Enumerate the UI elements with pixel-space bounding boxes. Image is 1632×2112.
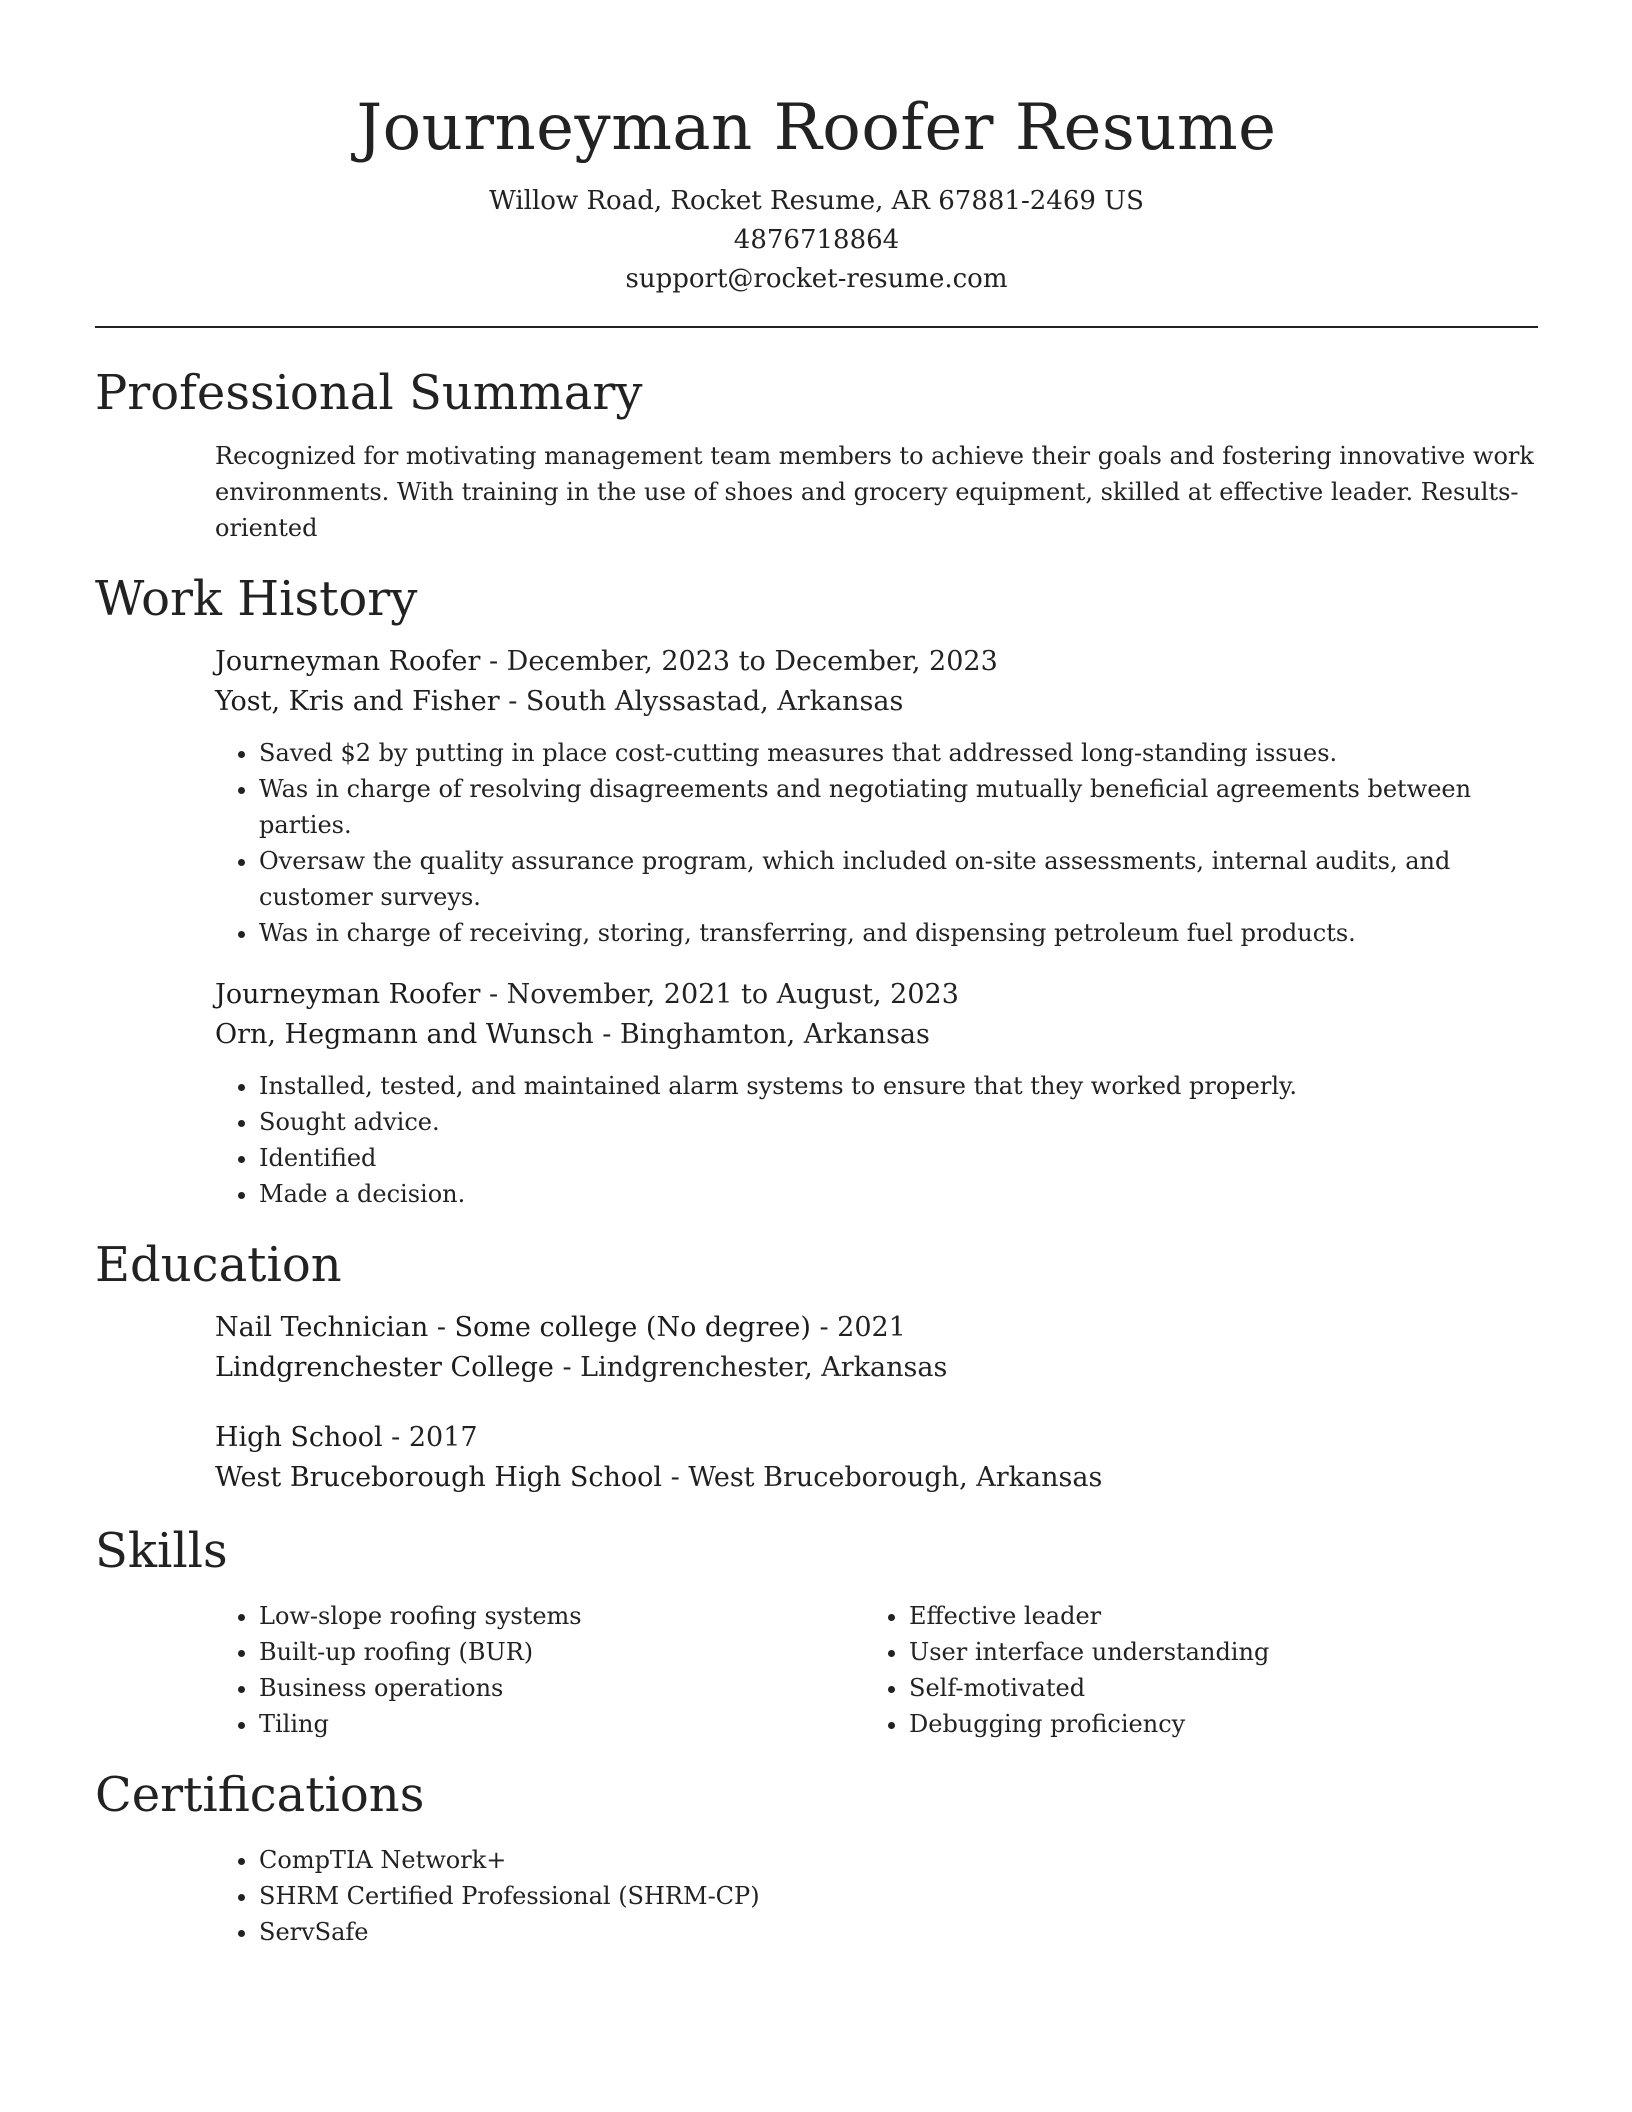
list-item: • Saved $2 by putting in place cost-cutting measures that addressed long-standing issues. (259, 735, 1538, 771)
job-bullets (215, 1068, 1538, 1212)
job-company-line (215, 682, 1538, 722)
job-company: Yost, Kris and Fisher (215, 686, 500, 717)
education-school: West Bruceborough High School (215, 1462, 662, 1493)
job-company-line (215, 1015, 1538, 1055)
list-item: • Oversaw the quality assurance program, which included on-site assessments, internal audits, and customer surveys. (259, 843, 1538, 915)
skills-list-left (215, 1598, 865, 1742)
list-item: • Sought advice. (259, 1104, 1538, 1140)
education-year: - 2017 (382, 1422, 478, 1453)
skills-heading: Skills (95, 1523, 228, 1579)
list-item: • Debugging proficiency (909, 1706, 1515, 1742)
education-entry (95, 1308, 1538, 1388)
address-text: Willow Road, Rocket Resume, AR 67881-2469 US (489, 186, 1144, 216)
skills-column-left (215, 1598, 865, 1742)
list-item: • Was in charge of receiving, storing, transferring, and dispensing petroleum fuel products. (259, 915, 1538, 951)
list-item: • User interface understanding (909, 1634, 1515, 1670)
certifications-section (95, 1762, 1538, 1950)
header-divider (95, 326, 1538, 328)
list-item: • Built-up roofing (BUR) (259, 1634, 865, 1670)
list-item: • ServSafe (259, 1914, 1538, 1950)
work-heading: Work History (95, 571, 418, 627)
job-title-line (215, 642, 1538, 682)
contact-block (95, 182, 1538, 299)
resume-header (95, 80, 1538, 299)
email-text: support@rocket-resume.com (625, 264, 1008, 294)
job-location: - Binghamton, Arkansas (593, 1019, 930, 1050)
list-item: • Tiling (259, 1706, 865, 1742)
list-item: • Was in charge of resolving disagreements and negotiating mutually beneficial agreements between parties. (259, 771, 1538, 843)
work-section (95, 566, 1538, 1212)
job-title-line (215, 975, 1538, 1015)
skills-grid (95, 1598, 1538, 1742)
summary-heading: Professional Summary (95, 365, 643, 421)
education-degree: High School (215, 1422, 383, 1453)
list-item: • SHRM Certified Professional (SHRM-CP) (259, 1878, 1538, 1914)
education-degree-line (215, 1308, 1538, 1348)
list-item: • Self-motivated (909, 1670, 1515, 1706)
education-school-line (215, 1458, 1538, 1498)
education-year: - 2021 (810, 1312, 906, 1343)
skills-column-right (865, 1598, 1515, 1742)
summary-text: Recognized for motivating management team members to achieve their goals and fostering innovative work environments. With training in the use of shoes and grocery equipment, skilled at effective leader. Results-oriented (215, 442, 1534, 542)
job-role: Journeyman Roofer (215, 646, 481, 677)
list-item: • Installed, tested, and maintained alarm systems to ensure that they worked properly. (259, 1068, 1538, 1104)
job-bullets (215, 735, 1538, 951)
phone-text: 4876718864 (733, 225, 900, 255)
job-dates: - December, 2023 to December, 2023 (480, 646, 998, 677)
list-item: • Made a decision. (259, 1176, 1538, 1212)
education-degree: Nail Technician - Some college (No degree) (215, 1312, 811, 1343)
education-location: - Lindgrenchester, Arkansas (553, 1352, 948, 1383)
job-location: - South Alyssastad, Arkansas (499, 686, 904, 717)
education-school: Lindgrenchester College (215, 1352, 554, 1383)
certifications-heading: Certifications (95, 1767, 425, 1823)
education-school-line (215, 1348, 1538, 1388)
education-entry (95, 1418, 1538, 1498)
job-dates: - November, 2021 to August, 2023 (480, 979, 959, 1010)
education-location: - West Bruceborough, Arkansas (662, 1462, 1103, 1493)
list-item: • Business operations (259, 1670, 865, 1706)
education-heading: Education (95, 1237, 342, 1293)
education-degree-line (215, 1418, 1538, 1458)
list-item: • CompTIA Network+ (259, 1842, 1538, 1878)
skills-section (95, 1518, 1538, 1742)
job-entry (95, 975, 1538, 1212)
page-title: Journeyman Roofer Resume (356, 91, 1277, 165)
job-entry (95, 642, 1538, 951)
job-role: Journeyman Roofer (215, 979, 481, 1010)
certifications-list (215, 1842, 1538, 1950)
summary-section (95, 360, 1538, 546)
list-item: • Effective leader (909, 1598, 1515, 1634)
skills-list-right (865, 1598, 1515, 1742)
education-section (95, 1232, 1538, 1498)
list-item: • Identified (259, 1140, 1538, 1176)
job-company: Orn, Hegmann and Wunsch (215, 1019, 594, 1050)
list-item: • Low-slope roofing systems (259, 1598, 865, 1634)
